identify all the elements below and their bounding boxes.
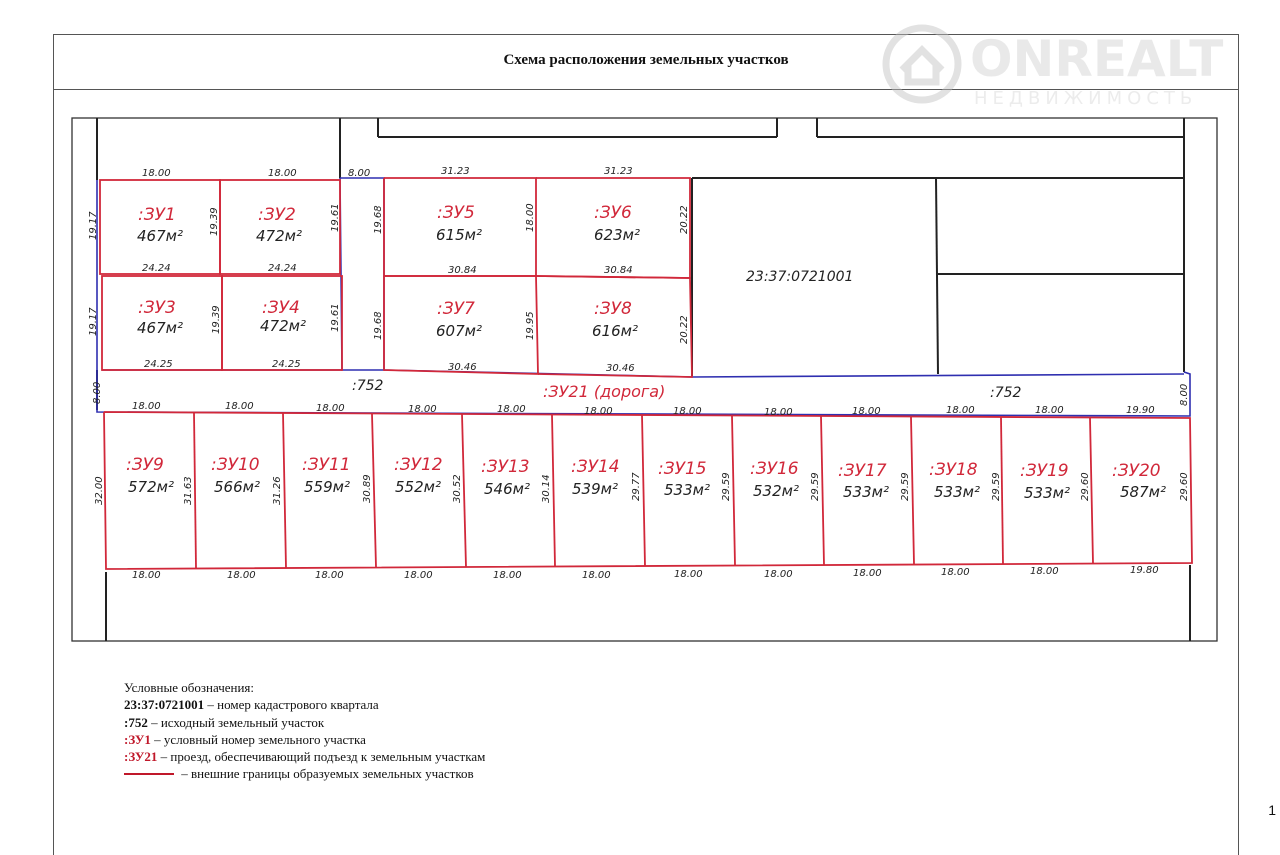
dimension-label: 19.90 xyxy=(1126,405,1155,416)
dimension-label: 18.00 xyxy=(132,401,161,412)
parcel-id: :ЗУ14 xyxy=(571,457,620,477)
dimension-label: 18.00 xyxy=(674,569,703,580)
parcel-area: 559м² xyxy=(304,478,350,496)
dimension-label: 19.39 xyxy=(211,305,222,334)
dimension-label: 18.00 xyxy=(941,567,970,578)
dimension-label: 8.00 xyxy=(92,381,103,404)
dimension-label: 8.00 xyxy=(348,168,371,179)
dimension-label: 18.00 xyxy=(764,407,793,418)
page-title: Схема расположения земельных участков xyxy=(503,52,789,68)
parcel-area: 533м² xyxy=(664,481,710,499)
parcel-id: :ЗУ20 xyxy=(1112,461,1161,481)
legend xyxy=(124,679,485,783)
parcel-area: 607м² xyxy=(436,322,482,340)
legend-text: – номер кадастрового квартала xyxy=(204,697,379,713)
parcel-id: :ЗУ13 xyxy=(481,457,530,477)
parcel-id: :ЗУ10 xyxy=(211,455,260,475)
dimension-label: 30.89 xyxy=(362,474,373,503)
legend-item xyxy=(124,696,485,713)
parcel-id: :ЗУ12 xyxy=(394,455,443,475)
quarter-label: 23:37:0721001 xyxy=(746,269,854,285)
dimension-label: 29.59 xyxy=(721,472,732,501)
parcel-area: 587м² xyxy=(1120,483,1166,501)
parcel-area: 467м² xyxy=(137,227,183,245)
dimension-label: 18.00 xyxy=(584,406,613,417)
legend-key: :ЗУ1 xyxy=(124,731,151,747)
dimension-label: 19.61 xyxy=(330,303,341,332)
dimension-label: 30.14 xyxy=(541,474,552,503)
legend-key: :752 xyxy=(124,714,148,730)
parcel-id: :ЗУ3 xyxy=(138,298,176,318)
parcel-area: 546м² xyxy=(484,480,530,498)
parcel-id: :ЗУ4 xyxy=(262,298,300,318)
dimension-label: 30.46 xyxy=(606,363,635,374)
dimension-label: 18.00 xyxy=(404,570,433,581)
parcel-id: :ЗУ8 xyxy=(594,299,632,319)
parcel-id: :ЗУ9 xyxy=(126,455,164,475)
dimension-label: 18.00 xyxy=(1035,405,1064,416)
legend-text: – условный номер земельного участка xyxy=(150,731,366,747)
parcel-id: :ЗУ19 xyxy=(1020,461,1069,481)
parcel-id: :ЗУ18 xyxy=(929,460,978,480)
dimension-label: 31.26 xyxy=(272,476,283,505)
dimension-label: 20.22 xyxy=(679,315,690,344)
dimension-label: 29.59 xyxy=(991,472,1002,501)
dimension-label: 29.77 xyxy=(631,472,642,501)
dimension-label: 20.22 xyxy=(679,205,690,234)
dimension-label: 18.00 xyxy=(673,406,702,417)
dimension-label: 18.00 xyxy=(764,569,793,580)
dimension-label: 18.00 xyxy=(525,203,536,232)
dimension-label: 18.00 xyxy=(225,401,254,412)
parcel-area: 532м² xyxy=(753,482,799,500)
dimension-label: 18.00 xyxy=(1030,566,1059,577)
dimension-label: 19.17 xyxy=(88,211,99,240)
page-number: 1 xyxy=(1268,802,1276,818)
dimensions-top-row2 xyxy=(144,359,635,374)
dimension-label: 18.00 xyxy=(142,168,171,179)
parcel-id: :ЗУ16 xyxy=(750,459,799,479)
dimension-label: 19.95 xyxy=(525,311,536,340)
dimension-label: 30.84 xyxy=(448,265,477,276)
source-label: :752 xyxy=(990,385,1022,401)
dimension-label: 8.00 xyxy=(1179,383,1190,406)
dimension-label: 18.00 xyxy=(497,404,526,415)
dimension-label: 31.23 xyxy=(604,166,633,177)
parcel-area: 623м² xyxy=(594,226,640,244)
dimension-label: 18.00 xyxy=(227,570,256,581)
parcel-id: :ЗУ7 xyxy=(437,299,475,319)
dimension-label: 18.00 xyxy=(408,404,437,415)
dimension-label: 30.46 xyxy=(448,362,477,373)
dimension-label: 24.24 xyxy=(142,263,171,274)
parcel-id: :ЗУ6 xyxy=(594,203,632,223)
parcel-area: 552м² xyxy=(395,478,441,496)
legend-item xyxy=(124,765,485,782)
dimension-label: 32.00 xyxy=(94,476,105,505)
legend-key: 23:37:0721001 xyxy=(124,697,205,713)
parcel-area: 467м² xyxy=(137,319,183,337)
dimension-label: 29.59 xyxy=(810,472,821,501)
dimension-label: 19.68 xyxy=(373,311,384,340)
dimension-label: 18.00 xyxy=(493,570,522,581)
parcel-area: 616м² xyxy=(592,322,638,340)
dimension-label: 31.23 xyxy=(441,166,470,177)
legend-item xyxy=(124,748,485,765)
dimension-label: 30.52 xyxy=(452,474,463,503)
watermark-subtitle: НЕДВИЖИМОСТЬ xyxy=(974,88,1198,109)
dimension-label: 18.00 xyxy=(316,403,345,414)
dimension-label: 19.61 xyxy=(330,203,341,232)
dimension-label: 19.68 xyxy=(373,205,384,234)
dimension-label: 24.25 xyxy=(272,359,301,370)
dimension-label: 29.59 xyxy=(900,472,911,501)
legend-text: – исходный земельный участок xyxy=(147,714,325,730)
dimension-label: 24.25 xyxy=(144,359,173,370)
parcel-area: 533м² xyxy=(843,483,889,501)
dimension-label: 31.63 xyxy=(183,476,194,505)
dimension-label: 19.17 xyxy=(88,307,99,336)
watermark-brand: ONREALT xyxy=(970,30,1224,88)
dimension-label: 29.60 xyxy=(1080,472,1091,501)
dimension-label: 19.80 xyxy=(1130,565,1159,576)
legend-item xyxy=(124,714,485,731)
parcel-id: :ЗУ2 xyxy=(258,205,296,225)
parcel-id: :ЗУ11 xyxy=(302,455,351,475)
parcel-area: 533м² xyxy=(1024,484,1070,502)
legend-text: – внешние границы образуемых земельных участков xyxy=(181,766,474,782)
source-label: :752 xyxy=(352,378,384,394)
parcel-id: :ЗУ15 xyxy=(658,459,707,479)
parcel-area: 472м² xyxy=(260,317,306,335)
parcel-area: 572м² xyxy=(128,478,174,496)
legend-heading: Условные обозначения: xyxy=(124,680,255,695)
legend-item xyxy=(124,731,485,748)
dimension-label: 18.00 xyxy=(852,406,881,417)
parcel-area: 539м² xyxy=(572,480,618,498)
parcel-area: 566м² xyxy=(214,478,260,496)
dimension-label: 18.00 xyxy=(582,570,611,581)
parcel-id: :ЗУ5 xyxy=(437,203,475,223)
dimension-label: 18.00 xyxy=(946,405,975,416)
legend-key: :ЗУ21 xyxy=(124,749,158,765)
road-label: :ЗУ21 (дорога) xyxy=(543,382,666,401)
dimension-label: 18.00 xyxy=(853,568,882,579)
parcel-area: 472м² xyxy=(256,227,302,245)
red-line-swatch xyxy=(124,773,174,775)
dimensions-top-top xyxy=(142,166,633,179)
dimension-label: 18.00 xyxy=(268,168,297,179)
dimension-label: 19.39 xyxy=(209,207,220,236)
parcel-id: :ЗУ17 xyxy=(838,461,887,481)
dimension-label: 24.24 xyxy=(268,263,297,274)
parcel-area: 615м² xyxy=(436,226,482,244)
parcel-area: 533м² xyxy=(934,483,980,501)
dimension-label: 29.60 xyxy=(1179,472,1190,501)
context-lines xyxy=(97,118,1190,641)
dimension-label: 18.00 xyxy=(132,570,161,581)
parcel-id: :ЗУ1 xyxy=(138,205,176,225)
legend-text: – проезд, обеспечивающий подъезд к земельным участкам xyxy=(157,749,486,765)
dimension-label: 30.84 xyxy=(604,265,633,276)
dimension-label: 18.00 xyxy=(315,570,344,581)
